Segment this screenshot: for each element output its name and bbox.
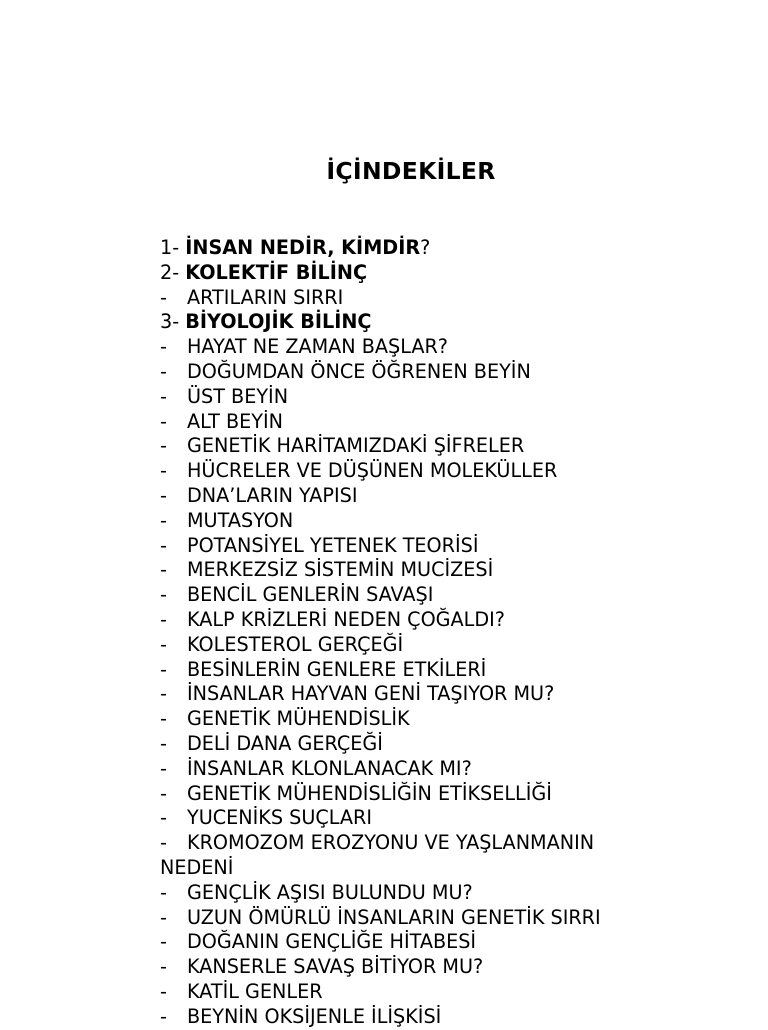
list-item bbox=[160, 286, 680, 311]
list-item bbox=[160, 583, 680, 608]
list-item-text: İNSANLAR KLONLANACAK MI? bbox=[187, 756, 472, 780]
section-number: 2- bbox=[160, 260, 180, 284]
dash-bullet: - bbox=[160, 583, 167, 607]
list-item-text: GENETİK MÜHENDİSLİĞİN ETİKSELLİĞİ bbox=[187, 781, 552, 805]
list-item-text: ÜST BEYİN bbox=[187, 384, 289, 408]
dash-bullet: - bbox=[160, 285, 167, 309]
list-item bbox=[160, 434, 680, 459]
section-3-list bbox=[160, 335, 680, 1029]
dash-bullet: - bbox=[160, 731, 167, 755]
section-number: 1- bbox=[160, 236, 180, 259]
dash-bullet: - bbox=[160, 409, 167, 433]
list-item bbox=[160, 782, 680, 807]
dash-bullet: - bbox=[160, 756, 167, 780]
dash-bullet: - bbox=[160, 335, 167, 359]
list-item-text: DELİ DANA GERÇEĞİ bbox=[187, 731, 383, 755]
list-item-text: BENCİL GENLERİN SAVAŞI bbox=[187, 583, 434, 607]
list-item bbox=[160, 509, 680, 534]
table-of-contents bbox=[160, 236, 680, 1030]
list-item bbox=[160, 707, 680, 732]
list-item-text: DOĞANIN GENÇLİĞE HİTABESİ bbox=[187, 930, 477, 954]
dash-bullet: - bbox=[160, 930, 167, 954]
dash-bullet: - bbox=[160, 434, 167, 458]
dash-bullet: - bbox=[160, 508, 167, 532]
list-item bbox=[160, 558, 680, 583]
list-item bbox=[160, 906, 680, 931]
page-title: İÇİNDEKİLER bbox=[326, 157, 496, 185]
list-item bbox=[160, 930, 680, 955]
list-item-text: KALP KRİZLERİ NEDEN ÇOĞALDI? bbox=[187, 607, 505, 631]
list-item bbox=[160, 335, 680, 360]
list-item-text: HAYAT NE ZAMAN BAŞLAR? bbox=[187, 335, 448, 359]
list-item-text: UZUN ÖMÜRLÜ İNSANLARIN GENETİK SIRRI bbox=[187, 905, 601, 929]
list-item-text: DNA’LARIN YAPISI bbox=[187, 483, 358, 507]
dash-bullet: - bbox=[160, 359, 167, 383]
list-item bbox=[160, 360, 680, 385]
list-item bbox=[160, 806, 680, 831]
section-title: KOLEKTİF BİLİNÇ bbox=[185, 260, 368, 284]
section-title: İNSAN NEDİR, KİMDİR bbox=[185, 236, 421, 259]
dash-bullet: - bbox=[160, 781, 167, 805]
list-item bbox=[160, 459, 680, 484]
list-item-text: POTANSİYEL YETENEK TEORİSİ bbox=[187, 533, 479, 557]
list-item-text: KOLESTEROL GERÇEĞİ bbox=[187, 632, 404, 656]
list-item bbox=[160, 385, 680, 410]
dash-bullet: - bbox=[160, 831, 167, 855]
dash-bullet: - bbox=[160, 682, 167, 706]
list-item-text: GENETİK MÜHENDİSLİK bbox=[187, 707, 410, 731]
dash-bullet: - bbox=[160, 979, 167, 1003]
dash-bullet: - bbox=[160, 905, 167, 929]
list-item-text: ALT BEYİN bbox=[187, 409, 284, 433]
list-item bbox=[160, 757, 680, 782]
list-item-text: ARTILARIN SIRRI bbox=[187, 285, 344, 309]
list-item-text: KANSERLE SAVAŞ BİTİYOR MU? bbox=[187, 955, 484, 979]
dash-bullet: - bbox=[160, 632, 167, 656]
list-item bbox=[160, 1005, 680, 1030]
list-item-text: GENETİK HARİTAMIZDAKİ ŞİFRELER bbox=[187, 434, 525, 458]
list-item bbox=[160, 881, 680, 906]
dash-bullet: - bbox=[160, 657, 167, 681]
section-2-list bbox=[160, 286, 680, 311]
dash-bullet: - bbox=[160, 558, 167, 582]
list-item bbox=[160, 484, 680, 509]
dash-bullet: - bbox=[160, 955, 167, 979]
dash-bullet: - bbox=[160, 533, 167, 557]
section-heading-2 bbox=[160, 261, 680, 286]
list-item-text: HÜCRELER VE DÜŞÜNEN MOLEKÜLLER bbox=[187, 459, 558, 483]
dash-bullet: - bbox=[160, 607, 167, 631]
dash-bullet: - bbox=[160, 707, 167, 731]
list-item bbox=[160, 534, 680, 559]
list-item bbox=[160, 658, 680, 683]
section-title: BİYOLOJİK BİLİNÇ bbox=[185, 310, 372, 334]
list-item-text: KROMOZOM EROZYONU VE YAŞLANMANIN bbox=[187, 831, 595, 855]
list-item bbox=[160, 633, 680, 658]
list-item-text: MUTASYON bbox=[187, 508, 294, 532]
list-item-text: BEYNİN OKSİJENLE İLİŞKİSİ bbox=[187, 1004, 442, 1028]
dash-bullet: - bbox=[160, 483, 167, 507]
dash-bullet: - bbox=[160, 880, 167, 904]
dash-bullet: - bbox=[160, 384, 167, 408]
list-item-text: MERKEZSİZ SİSTEMİN MUCİZESİ bbox=[187, 558, 494, 582]
section-number: 3- bbox=[160, 310, 180, 334]
section-title-suffix: ? bbox=[420, 236, 431, 259]
section-heading-3 bbox=[160, 310, 680, 335]
list-item-text: KATİL GENLER bbox=[187, 979, 323, 1003]
list-item-text: İNSANLAR HAYVAN GENİ TAŞIYOR MU? bbox=[187, 682, 555, 706]
dash-bullet: - bbox=[160, 806, 167, 830]
list-item bbox=[160, 732, 680, 757]
list-item-text: YUCENİKS SUÇLARI bbox=[187, 806, 373, 830]
section-heading-1 bbox=[160, 236, 680, 261]
list-item-text: DOĞUMDAN ÖNCE ÖĞRENEN BEYİN bbox=[187, 359, 531, 383]
list-item bbox=[160, 831, 680, 856]
list-item bbox=[160, 955, 680, 980]
list-item-continuation: NEDENİ bbox=[160, 855, 234, 879]
dash-bullet: - bbox=[160, 1004, 167, 1028]
list-item bbox=[160, 980, 680, 1005]
list-item-text: GENÇLİK AŞISI BULUNDU MU? bbox=[187, 880, 473, 904]
list-item bbox=[160, 682, 680, 707]
list-item-text: BESİNLERİN GENLERE ETKİLERİ bbox=[187, 657, 487, 681]
dash-bullet: - bbox=[160, 459, 167, 483]
list-item bbox=[160, 608, 680, 633]
list-item bbox=[160, 410, 680, 435]
